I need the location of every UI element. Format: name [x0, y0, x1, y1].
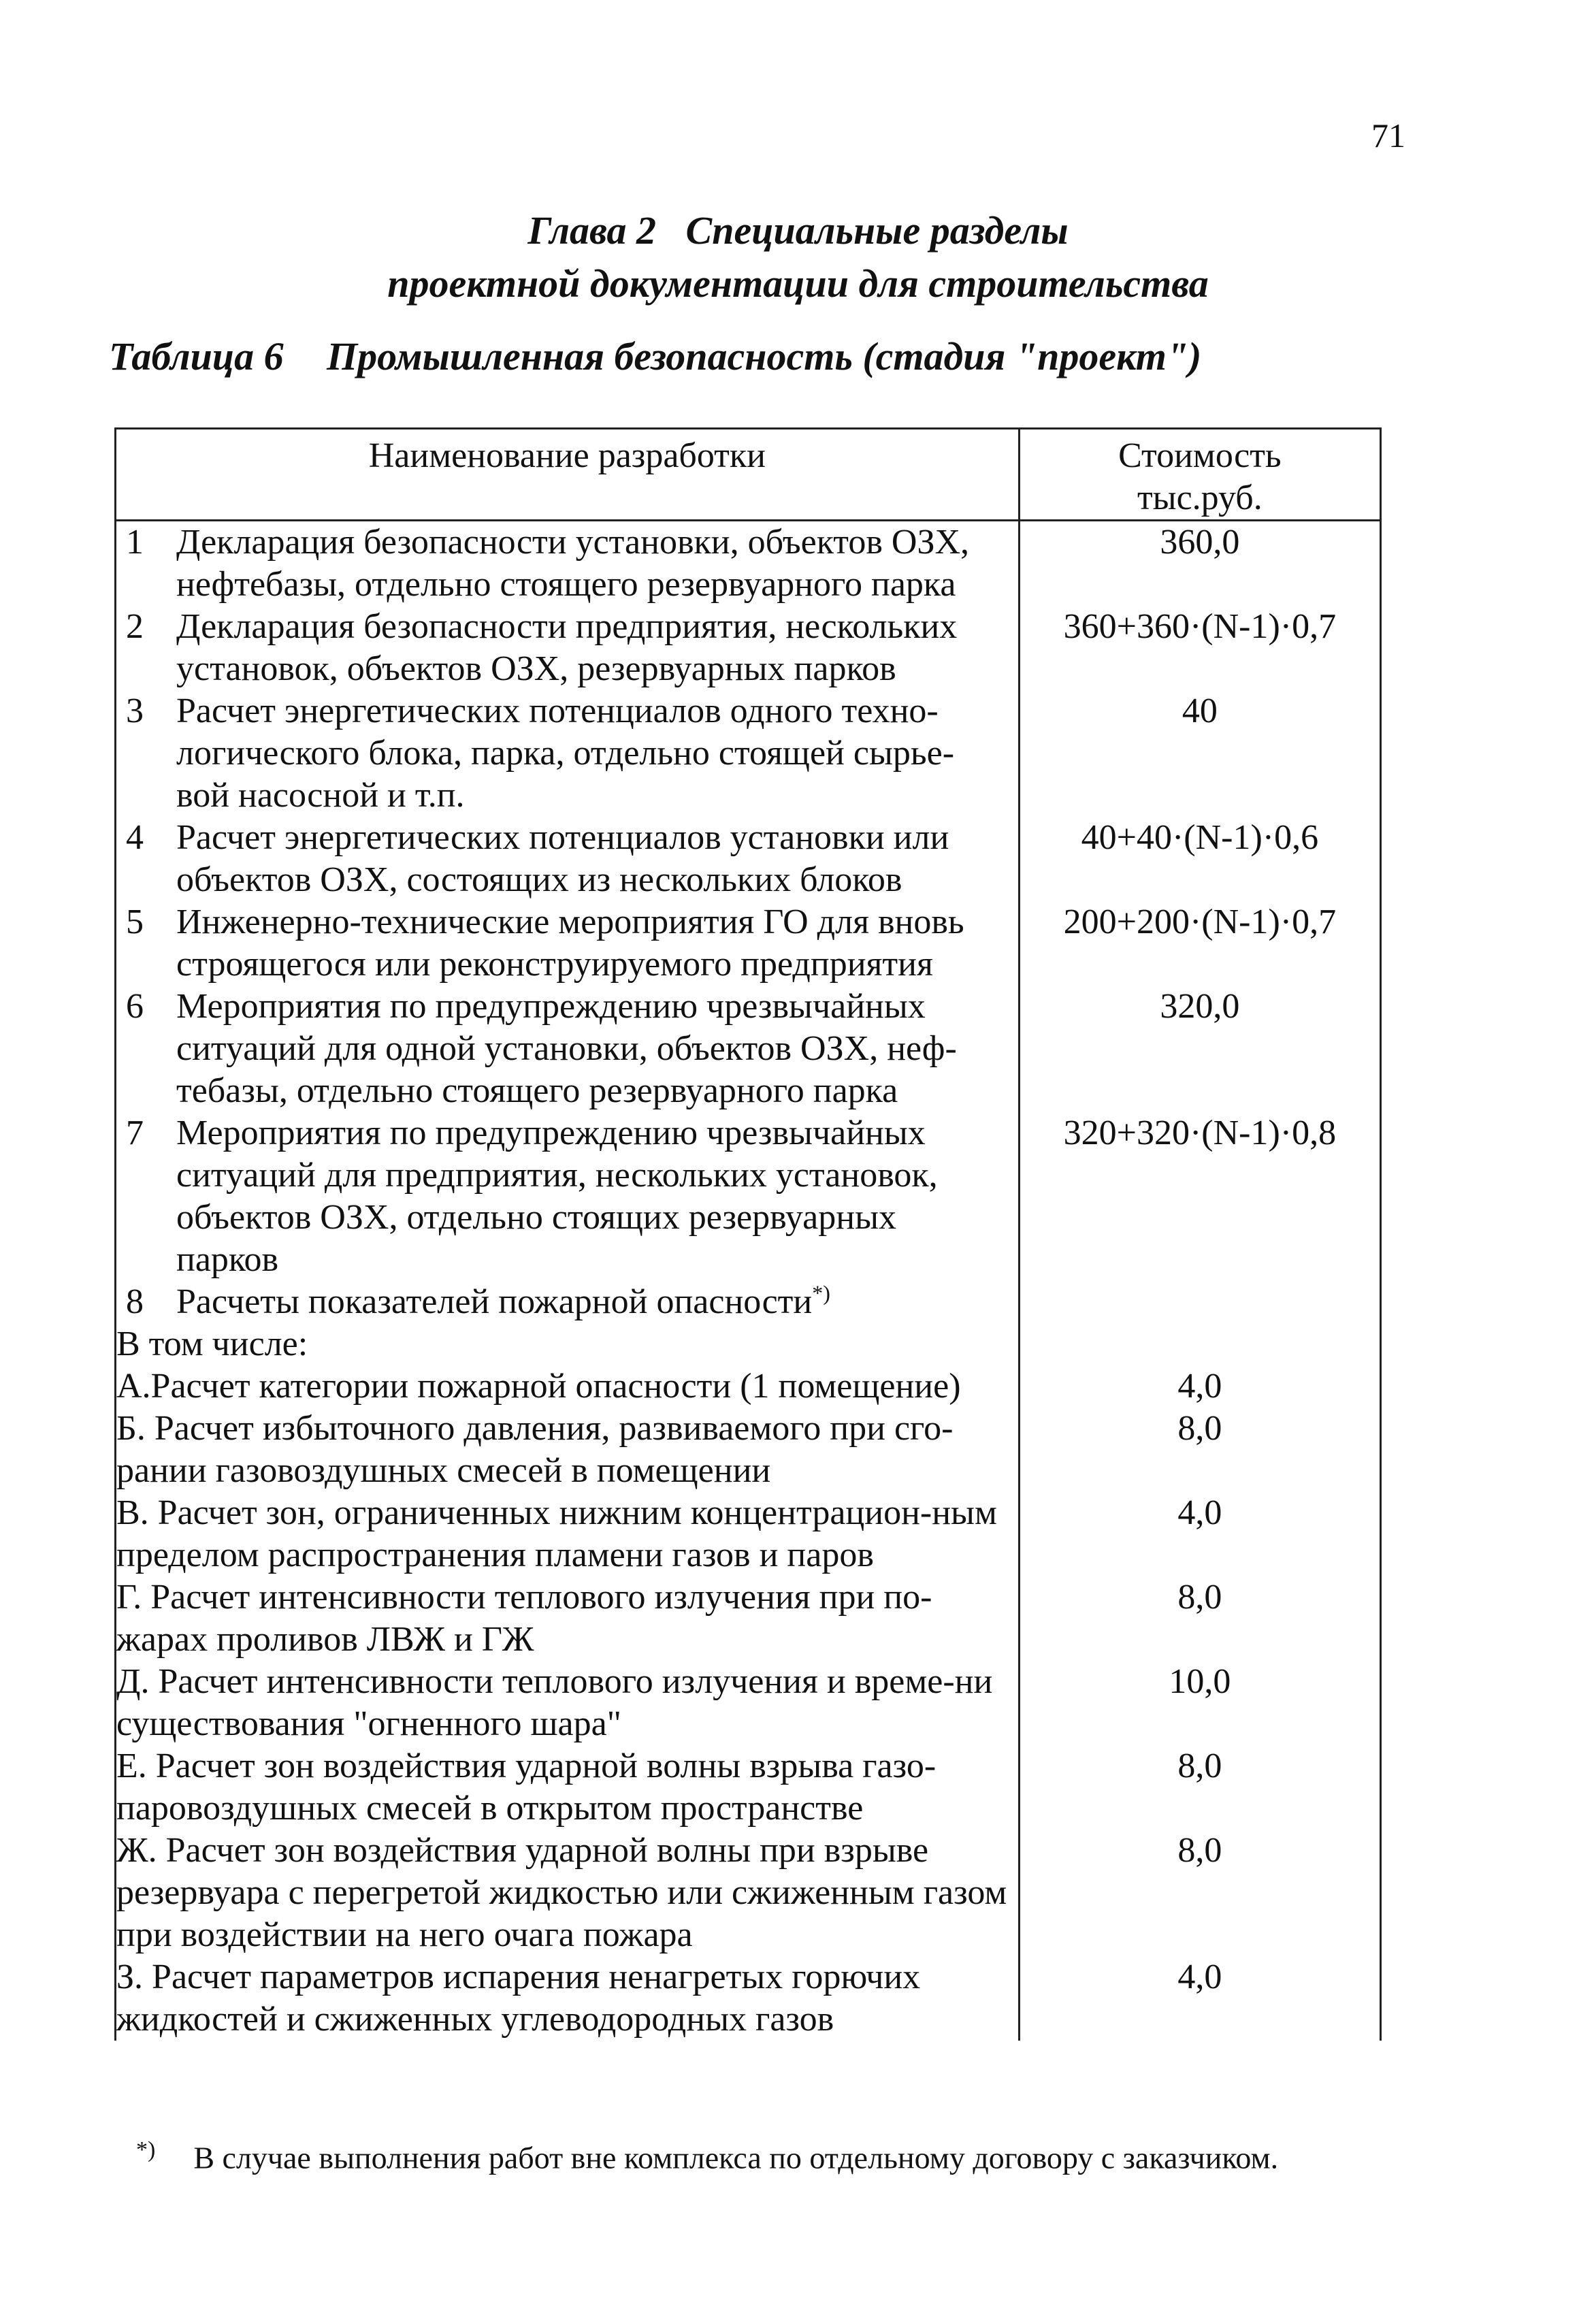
row-description — [116, 986, 1020, 1112]
footnote — [136, 2137, 1278, 2175]
subitem-text: Е. Расчет зон воздействия ударной волны взрыва газо-паровоздушных смесей в открытом пространстве — [116, 1745, 1020, 1830]
table-number: Таблица 6 — [109, 334, 284, 378]
row-text-content: Декларация безопасности установки, объектов ОЗХ, нефтебазы, отдельно стоящего резервуарного парка — [176, 523, 970, 604]
row-number: 1 — [126, 523, 144, 562]
subitem-text: В. Расчет зон, ограниченных нижним концентрацион-ным пределом распространения пламени газов и паров — [116, 1492, 1020, 1576]
table-caption — [109, 334, 1201, 379]
subitem-text: Г. Расчет интенсивности теплового излучения при по-жарах проливов ЛВЖ и ГЖ — [116, 1576, 1020, 1661]
table-body — [116, 521, 1381, 2041]
row-cost: 360+360·(N-1)·0,7 — [1019, 606, 1380, 690]
subitem-text: Б. Расчет избыточного давления, развиваемого при сго-рании газовоздушных смесей в помещении — [116, 1408, 1020, 1492]
table-row — [116, 1830, 1381, 1956]
row-cost: 360,0 — [1019, 521, 1380, 606]
table-row — [116, 1745, 1381, 1830]
subheading: В том числе: — [116, 1323, 1020, 1365]
row-cost: 40+40·(N-1)·0,6 — [1019, 817, 1380, 901]
table-row — [116, 1492, 1381, 1576]
table-title: Промышленная безопасность (стадия "проект") — [327, 334, 1202, 378]
subitem-cost: 4,0 — [1019, 1956, 1380, 2041]
row-text-content: Мероприятия по предупреждению чрезвычайных ситуаций для одной установки, объектов ОЗХ, неф-тебазы, отдельно стоящего резервуарного парка — [176, 987, 957, 1110]
footnote-mark: *) — [136, 2137, 156, 2162]
row-description — [116, 817, 1020, 901]
row-cost — [1019, 1281, 1380, 1323]
chapter-title-line-2: проектной документации для строительства — [387, 261, 1209, 306]
table-row — [116, 1661, 1381, 1745]
subitem-cost: 4,0 — [1019, 1492, 1380, 1576]
table-row — [116, 1281, 1381, 1323]
subitem-text: З. Расчет параметров испарения ненагретых горючих жидкостей и сжиженных углеводородных газов — [116, 1956, 1020, 2041]
row-text — [176, 690, 1018, 817]
header-cost-line-2: тыс.руб. — [1137, 479, 1263, 517]
table-row — [116, 521, 1381, 606]
chapter-heading — [0, 204, 1596, 310]
subitem-cost: 4,0 — [1019, 1365, 1380, 1408]
cost-table — [114, 427, 1382, 2041]
row-cost — [1019, 1323, 1380, 1365]
subitem-cost: 8,0 — [1019, 1408, 1380, 1492]
header-cost — [1019, 429, 1380, 521]
row-text — [176, 1112, 1018, 1281]
row-text — [176, 1281, 1018, 1323]
row-number: 5 — [126, 903, 144, 941]
page-number: 71 — [1371, 116, 1405, 155]
table-row — [116, 1112, 1381, 1281]
subitem-cost: 8,0 — [1019, 1745, 1380, 1830]
row-text-content: Расчет энергетических потенциалов одного техно-логического блока, парка, отдельно стоящей сырье-вой насосной и т.п. — [176, 692, 955, 815]
header-cost-line-1: Стоимость — [1118, 436, 1282, 475]
row-text-content: Расчеты показателей пожарной опасности — [176, 1282, 813, 1321]
table-row — [116, 901, 1381, 986]
row-text — [176, 901, 1018, 986]
row-text — [176, 521, 1018, 606]
row-number: 7 — [126, 1114, 144, 1152]
row-cost: 40 — [1019, 690, 1380, 817]
table-row — [116, 1956, 1381, 2041]
table-row — [116, 690, 1381, 817]
row-description — [116, 901, 1020, 986]
row-cost: 320+320·(N-1)·0,8 — [1019, 1112, 1380, 1281]
row-description — [116, 1112, 1020, 1281]
footnote-text: В случае выполнения работ вне комплекса по отдельному договору с заказчиком. — [193, 2140, 1279, 2175]
row-number: 8 — [126, 1282, 144, 1321]
row-text — [176, 606, 1018, 690]
table-header-row — [116, 429, 1381, 521]
row-description — [116, 521, 1020, 606]
row-description — [116, 606, 1020, 690]
row-text-content: Декларация безопасности предприятия, нескольких установок, объектов ОЗХ, резервуарных парков — [176, 607, 958, 688]
row-text-content: Инженерно-технические мероприятия ГО для вновь строящегося или реконструируемого предприятия — [176, 903, 964, 984]
footnote-reference: *) — [812, 1280, 830, 1306]
table-row — [116, 1323, 1381, 1365]
row-cost: 320,0 — [1019, 986, 1380, 1112]
row-number: 6 — [126, 987, 144, 1026]
row-text — [176, 817, 1018, 901]
row-text — [176, 986, 1018, 1112]
table-row — [116, 1576, 1381, 1661]
row-text-content: Расчет энергетических потенциалов установки или объектов ОЗХ, состоящих из нескольких блоков — [176, 818, 949, 899]
subitem-cost: 8,0 — [1019, 1830, 1380, 1956]
row-text-content: Мероприятия по предупреждению чрезвычайных ситуаций для предприятия, нескольких установок, объектов ОЗХ, отдельно стоящих резервуарных парков — [176, 1114, 938, 1279]
row-number: 2 — [126, 607, 144, 646]
chapter-title-line-1: Глава 2 Специальные разделы — [527, 208, 1069, 253]
row-description — [116, 690, 1020, 817]
table-row — [116, 1365, 1381, 1408]
subitem-cost: 8,0 — [1019, 1576, 1380, 1661]
table-row — [116, 606, 1381, 690]
row-number: 4 — [126, 818, 144, 857]
header-name: Наименование разработки — [116, 429, 1020, 521]
subitem-text: Ж. Расчет зон воздействия ударной волны при взрыве резервуара с перегретой жидкостью или сжиженным газом при воздействии на него очага пожара — [116, 1830, 1020, 1956]
table-row — [116, 1408, 1381, 1492]
table-row — [116, 986, 1381, 1112]
row-number: 3 — [126, 692, 144, 730]
row-description — [116, 1281, 1020, 1323]
subitem-text: Д. Расчет интенсивности теплового излучения и време-ни существования "огненного шара" — [116, 1661, 1020, 1745]
table-row — [116, 817, 1381, 901]
row-cost: 200+200·(N-1)·0,7 — [1019, 901, 1380, 986]
subitem-cost: 10,0 — [1019, 1661, 1380, 1745]
subitem-text: А.Расчет категории пожарной опасности (1 помещение) — [116, 1365, 1020, 1408]
